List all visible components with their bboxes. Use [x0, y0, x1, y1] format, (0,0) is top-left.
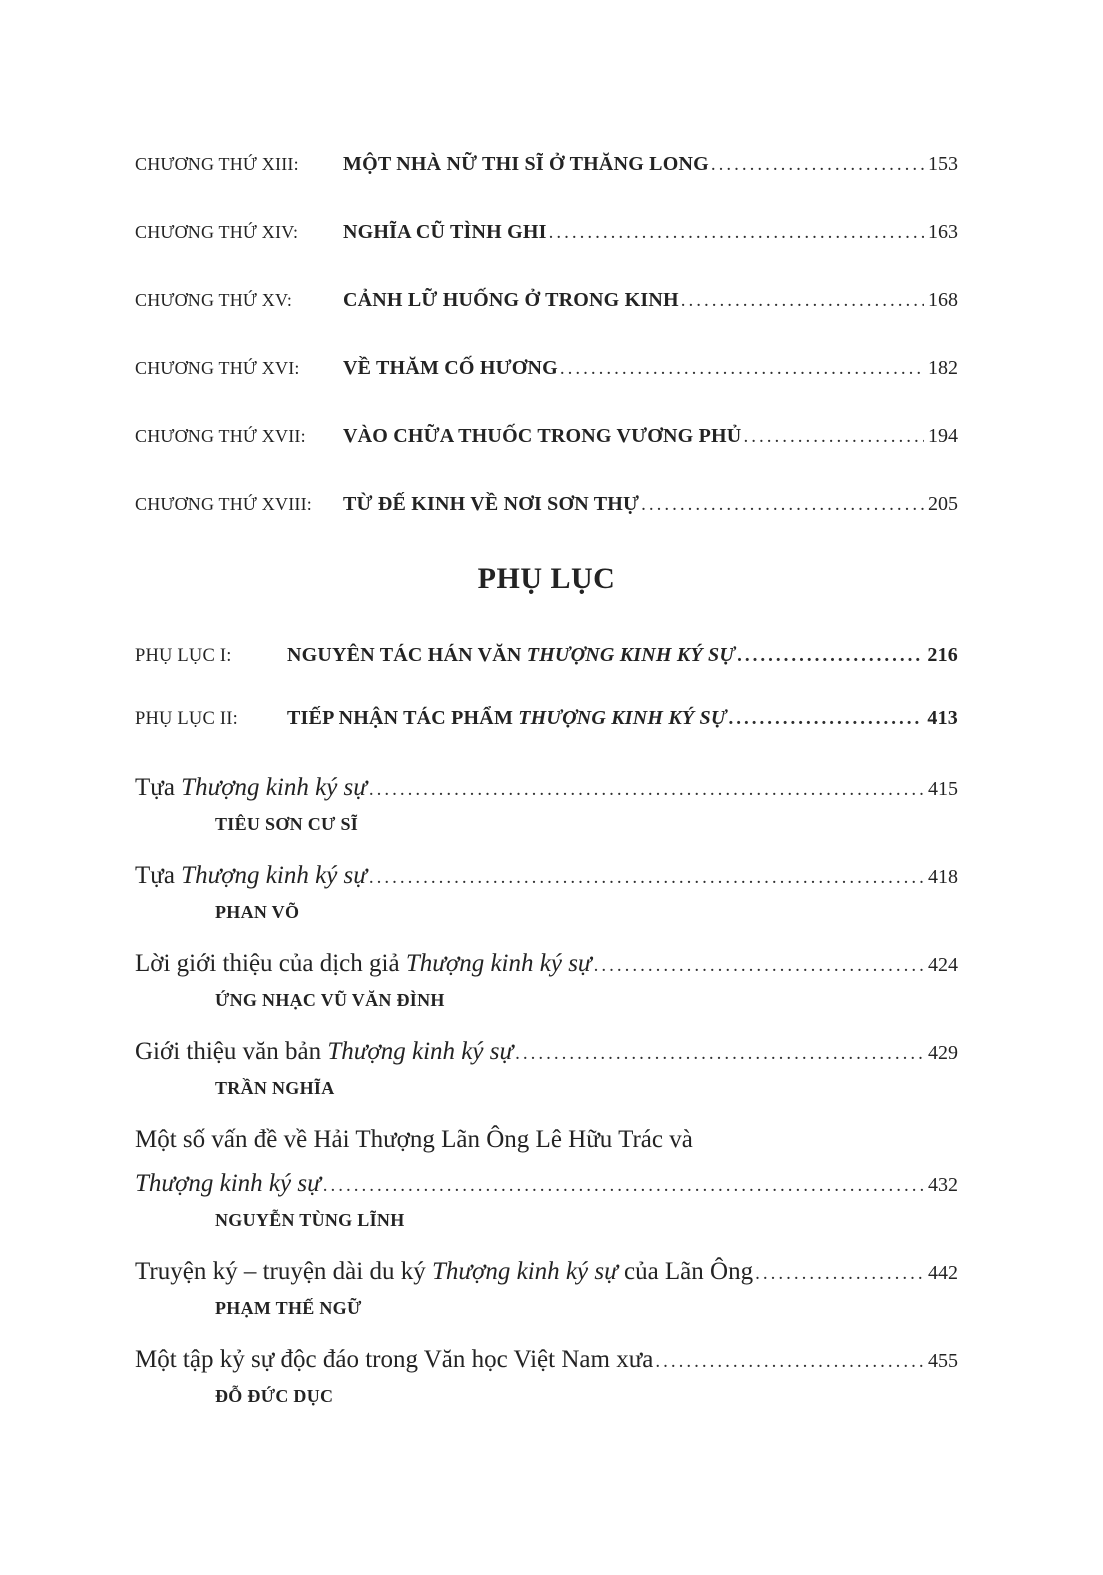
title-text: Tựa — [135, 774, 182, 801]
title-text: Một tập kỷ sự độc đáo trong Văn học Việt Nam xưa — [135, 1346, 654, 1373]
dot-leader — [641, 493, 924, 517]
book-title-italic: Thượng kinh ký sự — [181, 862, 367, 889]
page-number: 153 — [928, 153, 958, 175]
chapter-list — [135, 152, 958, 517]
page-number: 163 — [928, 221, 958, 243]
appendix-label: PHỤ LỤC II: — [135, 709, 238, 729]
entry-author: ĐỖ ĐỨC DỤC — [215, 1386, 334, 1406]
toc-entry — [135, 1118, 958, 1232]
title-text: Truyện ký – truyện dài du ký — [135, 1258, 432, 1285]
entry-author: PHAN VÕ — [215, 902, 300, 922]
page-number: 442 — [928, 1262, 958, 1284]
chapter-label: CHƯƠNG THỨ XVII: — [135, 426, 306, 446]
entry-author: PHẠM THẾ NGỮ — [215, 1298, 362, 1318]
title-text: của Lãn Ông — [617, 1258, 754, 1285]
book-title-italic: THƯỢNG KINH KÝ SỰ — [518, 707, 727, 729]
entry-author: TIÊU SƠN CƯ SĨ — [215, 814, 359, 834]
title-text: TIẾP NHẬN TÁC PHẨM — [287, 707, 519, 729]
page-number: 413 — [927, 707, 958, 729]
entry-row — [135, 854, 958, 900]
chapter-label: CHƯƠNG THỨ XIII: — [135, 154, 299, 174]
entry-title — [135, 1338, 653, 1382]
page-number: 168 — [928, 289, 958, 311]
entry-title — [287, 640, 735, 670]
dot-leader — [655, 1340, 924, 1384]
entry-title — [135, 942, 592, 986]
chapter-title: NGHĨA CŨ TÌNH GHI — [343, 221, 547, 243]
book-title-italic: Thượng kinh ký sự — [135, 1170, 321, 1197]
page-number: 429 — [928, 1042, 958, 1064]
dot-leader — [729, 704, 924, 734]
dot-leader — [755, 1252, 924, 1296]
entry-row — [135, 1250, 958, 1296]
appendix-heading: PHỤ LỤC — [477, 562, 616, 595]
page-number: 424 — [928, 954, 958, 976]
entry-row — [135, 1338, 958, 1384]
dot-leader — [369, 856, 924, 900]
dot-leader — [369, 768, 924, 812]
chapter-label: CHƯƠNG THỨ XIV: — [135, 222, 299, 242]
toc-entry — [135, 854, 958, 924]
chapter-title: CẢNH LỮ HUỐNG Ở TRONG KINH — [343, 289, 679, 311]
page-number: 455 — [928, 1350, 958, 1372]
page-number: 432 — [928, 1174, 958, 1196]
entry-title — [135, 1030, 513, 1074]
page-number: 415 — [928, 778, 958, 800]
page-number: 216 — [927, 644, 958, 666]
entry-row — [135, 766, 958, 812]
chapter-title: VỀ THĂM CỐ HƯƠNG — [343, 357, 558, 379]
toc-entry — [135, 1030, 958, 1100]
toc-chapter-row — [135, 356, 958, 381]
title-text: Tựa — [135, 862, 182, 889]
dot-leader — [681, 289, 924, 313]
toc-entry — [135, 640, 958, 671]
chapter-title: VÀO CHỮA THUỐC TRONG VƯƠNG PHỦ — [343, 425, 742, 447]
appendix-list — [135, 640, 958, 1408]
title-text: Lời giới thiệu của dịch giả — [135, 950, 406, 977]
page-number: 418 — [928, 866, 958, 888]
page-number: 205 — [928, 493, 958, 515]
toc-chapter-row — [135, 492, 958, 517]
entry-title — [135, 766, 367, 810]
entry-author: TRẦN NGHĨA — [215, 1078, 335, 1098]
toc-chapter-row — [135, 152, 958, 177]
chapter-label: CHƯƠNG THỨ XVIII: — [135, 494, 312, 514]
entry-title — [135, 854, 367, 898]
chapter-title: MỘT NHÀ NỮ THI SĨ Ở THĂNG LONG — [343, 153, 709, 175]
entry-author: NGUYỄN TÙNG LĨNH — [215, 1210, 405, 1230]
entry-title — [135, 1250, 753, 1294]
appendix-label: PHỤ LỤC I: — [135, 646, 232, 666]
dot-leader — [560, 357, 924, 381]
entry-title-line: Một số vấn đề về Hải Thượng Lãn Ông Lê Hữu Trác và — [135, 1126, 693, 1153]
toc-entry — [135, 766, 958, 836]
chapter-label: CHƯƠNG THỨ XVI: — [135, 358, 300, 378]
toc-chapter-row — [135, 220, 958, 245]
book-title-italic: Thượng kinh ký sự — [181, 774, 367, 801]
entry-row — [135, 1030, 958, 1076]
dot-leader — [737, 641, 923, 671]
book-title-italic: Thượng kinh ký sự — [405, 950, 592, 977]
chapter-label: CHƯƠNG THỨ XV: — [135, 290, 293, 310]
entry-row — [135, 942, 958, 988]
dot-leader — [323, 1164, 924, 1208]
entry-row — [135, 1162, 958, 1208]
dot-leader — [549, 221, 924, 245]
toc-chapter-row — [135, 424, 958, 449]
dot-leader — [594, 944, 924, 988]
toc-entry — [135, 703, 958, 734]
page-number: 194 — [928, 425, 958, 447]
chapter-title: TỪ ĐẾ KINH VỀ NƠI SƠN THỰ — [343, 493, 640, 515]
toc-chapter-row — [135, 288, 958, 313]
dot-leader — [743, 425, 924, 449]
entry-title — [135, 1162, 321, 1206]
toc-entry — [135, 1250, 958, 1320]
toc-entry — [135, 942, 958, 1012]
book-title-italic: Thượng kinh ký sự — [431, 1258, 618, 1285]
entry-row — [135, 703, 958, 734]
book-title-italic: THƯỢNG KINH KÝ SỰ — [526, 644, 736, 666]
entry-author: ỨNG NHẠC VŨ VĂN ĐÌNH — [215, 990, 445, 1010]
entry-title — [287, 703, 727, 733]
entry-row — [135, 640, 958, 671]
book-title-italic: Thượng kinh ký sự — [327, 1038, 514, 1065]
dot-leader — [711, 153, 924, 177]
title-text: NGUYÊN TÁC HÁN VĂN — [287, 644, 527, 666]
dot-leader — [515, 1032, 924, 1076]
title-text: Giới thiệu văn bản — [135, 1038, 328, 1065]
toc-entry — [135, 1338, 958, 1408]
page-number: 182 — [928, 357, 958, 379]
